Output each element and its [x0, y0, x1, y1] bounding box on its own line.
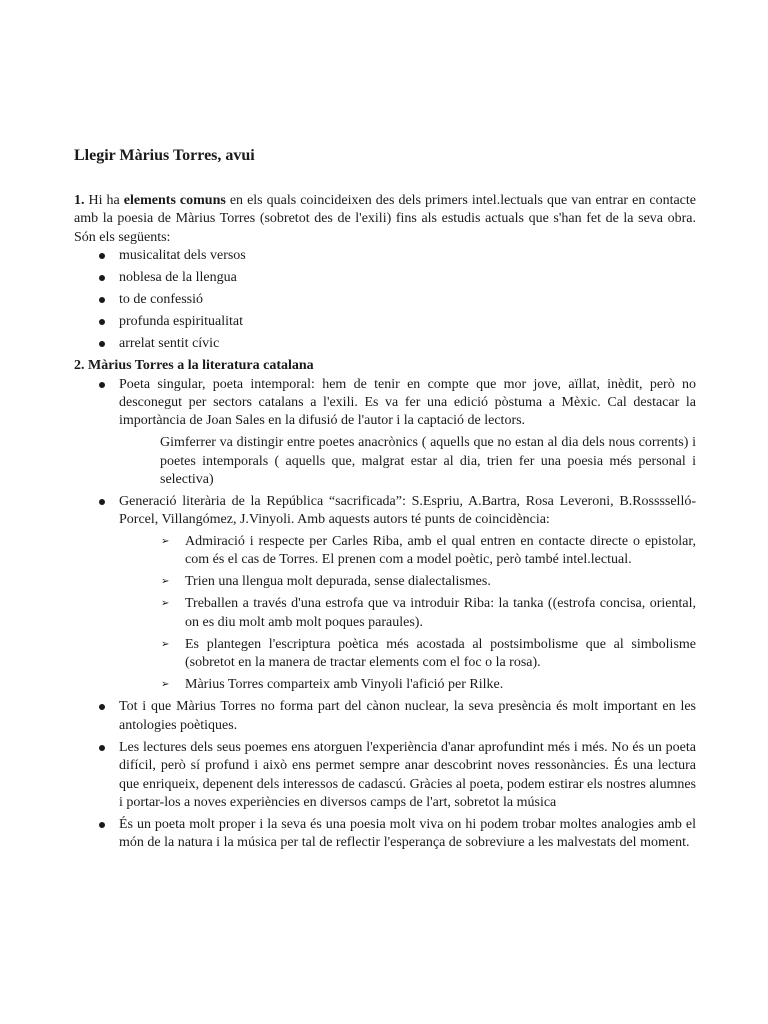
- sub-list-item: ➢ Treballen a través d'una estrofa que va introduir Riba: la tanka ((estrofa concisa, oriental, on es diu molt amb molt poques paraules).: [161, 595, 696, 632]
- section1-list: [74, 247, 696, 353]
- list-item: [74, 376, 696, 431]
- document-title: Llegir Màrius Torres, avui: [74, 147, 255, 164]
- section1-intro: [74, 192, 696, 247]
- list-item: És un poeta molt proper i la seva és una poesia molt viva on hi podem trobar moltes analogies amb el món de la natura i la música per tal de reflectir l'esperança de sobreviure a les malvestats del moment.: [74, 816, 696, 853]
- sub-list-item: ➢ Es plantegen l'escriptura poètica més acostada al postsimbolisme que al simbolisme (sobretot en la manera de tractar elements com el foc o la rosa).: [161, 636, 696, 673]
- section1-bold-term: elements comuns: [123, 193, 226, 208]
- section1-intro-after: en els quals coincideixen des dels primers intel.lectuals que van entrar en contacte amb la poesia de Màrius Torres (sobretot des de l'exili) fins als estudis actuals que s'han fet de la seva obra. Són els següents:: [74, 193, 696, 245]
- document-content: [74, 146, 696, 856]
- section2-title: 2. Màrius Torres a la literatura catalana: [74, 358, 314, 374]
- list-item: profunda espiritualitat: [74, 313, 696, 331]
- section2-list-cont: [74, 493, 696, 530]
- list-item: noblesa de la llengua: [74, 269, 696, 287]
- list-item: Les lectures dels seus poemes ens atorguen l'experiència d'anar aprofundint més i més. No és un poeta difícil, però sí profund i això ens permet sempre anar descobrint noves ressonàncies. És una lectura que enriqueix, depenent dels interessos de cadascú. Gràcies al poeta, podem estirar els nostres alumnes i portar-los a noves experiències en diversos camps de l'art, sobretot la música: [74, 739, 696, 813]
- list-item: musicalitat dels versos: [74, 247, 696, 265]
- section2-item1-paragraph: Gimferrer va distingir entre poetes anacrònics ( aquells que no estan al dia dels nous corrents) i poetes intemporals ( aquells que, malgrat estar al dia, trien fer una poesia més personal i selectiva): [160, 435, 696, 488]
- section2-sublist: [161, 533, 696, 695]
- section1-number: 1.: [74, 193, 85, 208]
- sub-list-item: ➢ Admiració i respecte per Carles Riba, amb el qual entren en contacte directe o epistolar, com és el cas de Torres. El prenen com a model poètic, però també intel.lectual.: [161, 533, 696, 570]
- sub-list-item: ➢ Màrius Torres comparteix amb Vinyoli l'afició per Rilke.: [161, 676, 696, 694]
- list-item: to de confessió: [74, 291, 696, 309]
- section2-item1: Poeta singular, poeta intemporal: hem de tenir en compte que mor jove, aïllat, inèdit, però no desconegut per sectors catalans a l'exili. Es va fer una edició pòstuma a Mèxic. Cal destacar la importància de Joan Sales en la difusió de l'autor i la captació de lectors.: [119, 376, 696, 429]
- list-item: arrelat sentit cívic: [74, 335, 696, 353]
- sub-list-item: ➢ Trien una llengua molt depurada, sense dialectalismes.: [161, 573, 696, 591]
- section2-list: [74, 376, 696, 431]
- list-item: [74, 493, 696, 530]
- section1-intro-before: Hi ha: [84, 193, 124, 208]
- section2-item2: Generació literària de la República “sacrificada”: S.Espriu, A.Bartra, Rosa Leveroni, B.Rosssselló- Porcel, Villangómez, J.Vinyoli. Amb aquests autors té punts de coincidència:: [119, 493, 696, 528]
- section2-list-end: [74, 698, 696, 852]
- list-item: Tot i que Màrius Torres no forma part del cànon nuclear, la seva presència és molt important en les antologies poètiques.: [74, 698, 696, 735]
